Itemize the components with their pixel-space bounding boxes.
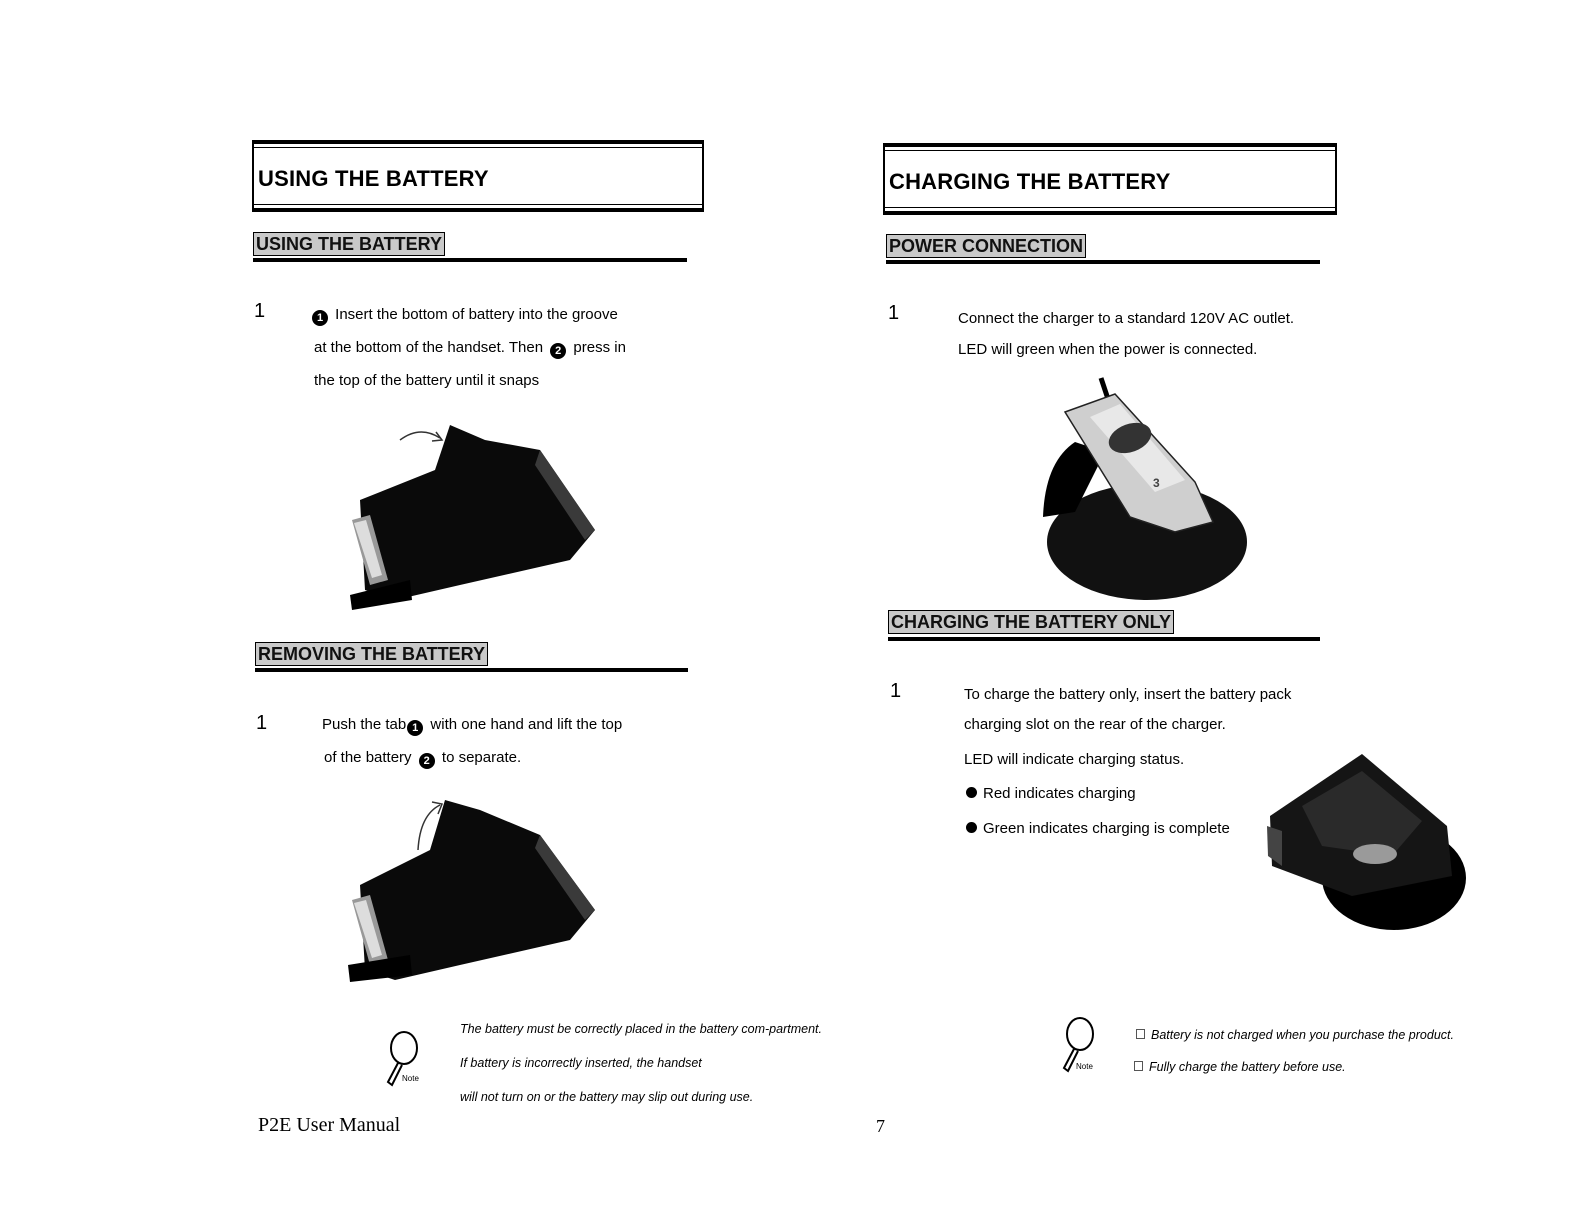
right-subheading-power: POWER CONNECTION — [886, 234, 1086, 258]
checkbox-bullet-icon — [1134, 1061, 1143, 1071]
left-rule-1 — [253, 258, 687, 262]
left-note-line2: If battery is incorrectly inserted, the handset — [460, 1056, 702, 1070]
svg-text:3: 3 — [1153, 476, 1160, 490]
right-step1-line1: Connect the charger to a standard 120V AC outlet. — [958, 310, 1295, 327]
right-note-text1: Battery is not charged when you purchase the product. — [1151, 1028, 1454, 1042]
handset-insert-image — [340, 410, 610, 620]
left-note-line3: will not turn on or the battery may slip out during use. — [460, 1090, 754, 1104]
bullet-icon — [966, 822, 977, 833]
right-step2-line2: charging slot on the rear of the charger. — [964, 716, 1226, 733]
bullet-icon — [966, 787, 977, 798]
right-title-box — [883, 143, 1337, 215]
footer-page-number: 7 — [876, 1116, 885, 1136]
right-bullet-red-text: Red indicates charging — [983, 785, 1136, 802]
left-step2-line2 — [324, 749, 521, 769]
left-page-title: USING THE BATTERY — [258, 166, 489, 191]
left-step1-line2 — [314, 339, 626, 359]
right-note-line2 — [1134, 1060, 1346, 1074]
right-note-label: Note — [1076, 1062, 1093, 1071]
left-note-line1: The battery must be correctly placed in the battery com-partment. — [460, 1022, 822, 1036]
left-step1-number: 1 — [254, 300, 266, 322]
right-rule-2 — [888, 637, 1320, 641]
left-note-label: Note — [402, 1074, 419, 1083]
handset-remove-image — [340, 790, 610, 1000]
right-step2-line3: LED will indicate charging status. — [964, 751, 1185, 768]
right-rule-1 — [886, 260, 1320, 264]
left-step2-text2a: of the battery — [324, 749, 412, 766]
left-title-box — [252, 140, 704, 212]
right-step2-number: 1 — [890, 680, 902, 702]
left-step2-number: 1 — [256, 712, 268, 734]
step-marker-1-icon: 1 — [312, 310, 328, 326]
footer-manual-name: P2E User Manual — [258, 1114, 401, 1136]
charger-with-handset-image — [1035, 372, 1250, 604]
step-marker-2-icon: 2 — [419, 753, 435, 769]
right-step2-line1: To charge the battery only, insert the battery pack — [964, 686, 1292, 703]
left-step1-text1: Insert the bottom of battery into the groove — [335, 306, 618, 323]
battery-charger-image — [1262, 746, 1467, 934]
left-step1-text2b: press in — [573, 339, 626, 356]
right-page-title: CHARGING THE BATTERY — [889, 169, 1171, 194]
left-subheading-using: USING THE BATTERY — [253, 232, 445, 256]
left-subheading-removing: REMOVING THE BATTERY — [255, 642, 488, 666]
right-bullet-red — [966, 785, 1136, 802]
left-step2-text2b: to separate. — [441, 749, 522, 766]
step-marker-1-icon: 1 — [407, 720, 423, 736]
left-rule-2 — [255, 668, 688, 672]
right-bullet-green — [966, 820, 1230, 837]
right-step1-number: 1 — [888, 302, 900, 324]
left-step2-text1b: with one hand and lift the top — [430, 716, 623, 733]
step-marker-2-icon: 2 — [550, 343, 566, 359]
right-note-text2: Fully charge the battery before use. — [1149, 1060, 1346, 1074]
right-step1-line2: LED will green when the power is connected. — [958, 341, 1258, 358]
right-note-line1 — [1136, 1028, 1454, 1042]
right-subheading-charging-only: CHARGING THE BATTERY ONLY — [888, 610, 1174, 634]
left-step2-line1 — [322, 716, 622, 736]
left-step2-text1a: Push the tab — [322, 716, 407, 733]
right-bullet-green-text: Green indicates charging is complete — [983, 820, 1230, 837]
left-step1-line3: the top of the battery until it snaps — [314, 372, 540, 389]
checkbox-bullet-icon — [1136, 1029, 1145, 1039]
left-step1-line1 — [312, 306, 618, 326]
left-step1-text2a: at the bottom of the handset. Then — [314, 339, 544, 356]
